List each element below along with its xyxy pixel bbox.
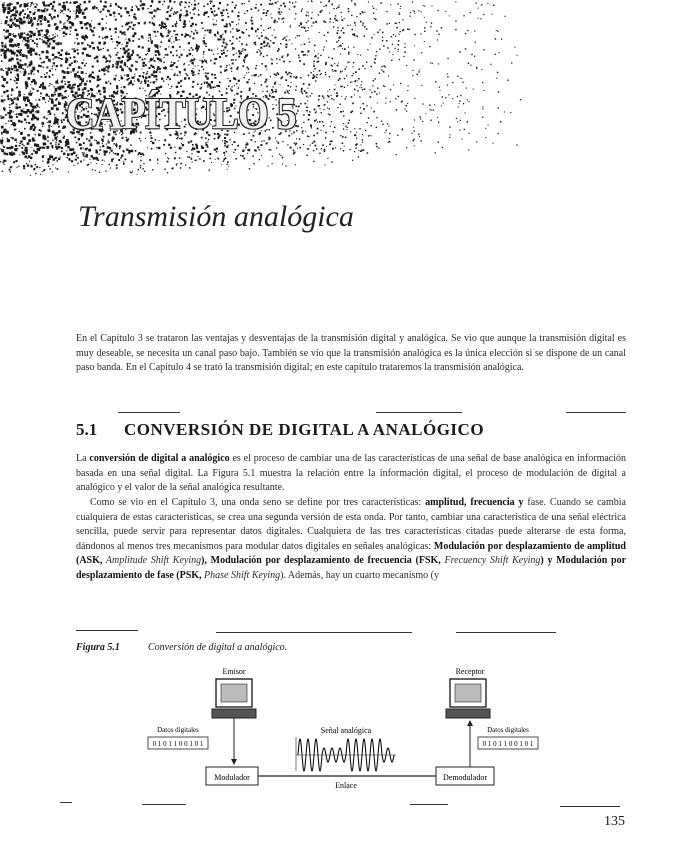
footer-rule-2	[142, 804, 186, 805]
received-data-bits: 0 1 0 1 1 0 0 1 0 1	[482, 740, 534, 748]
figure-rule-right	[456, 632, 556, 633]
ask-term: Modulación por desplazamiento de amplitud (ASK,	[76, 540, 626, 566]
p2-b: fase. Cuando se cambia cualquiera de estas características, se crea una segunda versión de esta onda. Por tanto, cambiar una característica de una señal eléctrica sencilla, puede servir para representar datos digitales. Cualquiera de las tres características citadas puede alterarse de esta forma, dándonos al menos tres mecanismos para modular datos digitales en señales analógicas:	[76, 497, 626, 552]
ask-english: Amplitude Shift Keying	[102, 555, 202, 566]
section-title: CONVERSIÓN DE DIGITAL A ANALÓGICO	[124, 420, 485, 439]
footer-rule-1	[60, 802, 72, 803]
section-rule-right	[566, 412, 626, 413]
p1-rest: es el proceso de cambiar una de las características de una señal de base analógica en información basada en una señal digital. La Figura 5.1 muestra la relación entre la información digital, el proceso de modulación de digital a analógico y el valor de la señal analógica resultante.	[76, 453, 627, 493]
section-rule-short	[118, 412, 180, 413]
digital-data-label: Datos digitales	[157, 726, 199, 734]
footer-rule-4	[560, 806, 620, 807]
footer-rule-3	[410, 804, 448, 805]
p2-end: ). Además, hay un cuarto mecanismo (y	[280, 569, 439, 581]
psk-term: ) y Modulación por desplazamiento de fase (PSK,	[76, 555, 627, 581]
sender-label: Emisor	[222, 667, 246, 676]
modulator-label: Modulador	[214, 773, 250, 782]
p1-term: conversión de digital a analógico	[89, 453, 230, 464]
section-number: 5.1	[76, 420, 98, 439]
section-rule-mid	[376, 412, 462, 413]
receiver-computer-icon	[446, 679, 490, 718]
chapter-subtitle: Transmisión analógica	[78, 200, 354, 233]
chapter-title: CAPÍTULO 5	[66, 89, 296, 138]
figure-rule-left	[76, 630, 138, 631]
body-paragraph-1	[76, 452, 626, 496]
body-paragraph-2	[76, 496, 626, 583]
fsk-term: ), Modulación por desplazamiento de frecuencia (FSK,	[201, 555, 441, 566]
figure-rule-mid	[216, 632, 412, 633]
p1-start: La	[76, 453, 90, 464]
digital-data-bits: 0 1 0 1 1 0 0 1 0 1	[152, 740, 204, 748]
analog-signal-label: Señal analógica	[320, 726, 372, 735]
receiver-label: Receptor	[455, 667, 485, 676]
demodulator-label: Demodulador	[443, 773, 487, 782]
link-label: Enlace	[335, 781, 357, 790]
page-number: 135	[604, 814, 625, 829]
fsk-english: Frecuency Shift Keying	[440, 555, 541, 566]
received-data-label: Datos digitales	[487, 726, 529, 734]
p2-terms: amplitud, frecuencia y	[425, 497, 524, 508]
intro-paragraph: En el Capítulo 3 se trataron las ventajas y desventajas de la transmisión digital y analógica. Se vio que aunque la transmisión digital es muy deseable, se necesita un canal paso bajo. También se vio que la transmisión analógica es la única elección si se dispone de un canal paso banda. En el Capítulo 4 se trató la transmisión digital; en este capítulo trataremos la transmisión analógica.	[76, 333, 626, 373]
figure-diagram	[0, 655, 673, 815]
psk-english: Phase Shift Keying	[201, 569, 281, 581]
figure-caption: Conversión de digital a analógico.	[148, 642, 288, 653]
sender-computer-icon	[212, 679, 256, 718]
figure-label: Figura 5.1	[76, 642, 120, 653]
p2-a: Como se vio en el Capítulo 3, una onda seno se define por tres características:	[90, 497, 426, 508]
